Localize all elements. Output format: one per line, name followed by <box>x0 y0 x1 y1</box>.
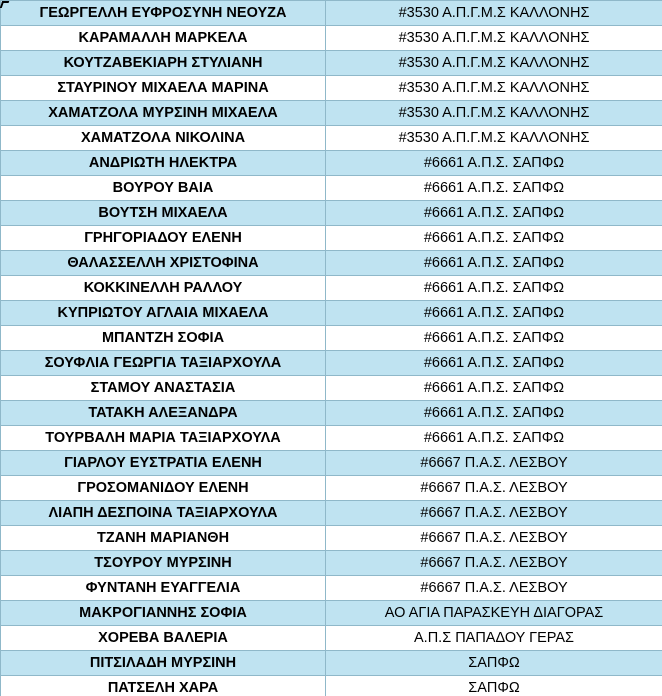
athlete-name-cell[interactable]: ΠΑΤΣΕΛΗ ΧΑΡΑ <box>1 676 326 696</box>
athlete-name-cell[interactable]: ΚΟΥΤΖΑΒΕΚΙΑΡΗ ΣΤΥΛΙΑΝΗ <box>1 51 326 76</box>
athlete-name-cell[interactable]: ΦΥΝΤΑΝΗ ΕΥΑΓΓΕΛΙΑ <box>1 576 326 601</box>
table-row <box>1 676 662 696</box>
table-row <box>1 51 662 76</box>
athlete-name-cell[interactable]: ΧΑΜΑΤΖΟΛΑ ΜΥΡΣΙΝΗ ΜΙΧΑΕΛΑ <box>1 101 326 126</box>
athlete-name-cell[interactable]: ΜΑΚΡΟΓΙΑΝΝΗΣ ΣΟΦΙΑ <box>1 601 326 626</box>
table-row <box>1 176 662 201</box>
club-cell[interactable]: #6667 Π.Α.Σ. ΛΕΣΒΟΥ <box>326 501 662 526</box>
table-row <box>1 201 662 226</box>
athlete-name-cell[interactable]: ΚΥΠΡΙΩΤΟΥ ΑΓΛΑΙΑ ΜΙΧΑΕΛΑ <box>1 301 326 326</box>
table-row <box>1 151 662 176</box>
club-cell[interactable]: #6661 Α.Π.Σ. ΣΑΠΦΩ <box>326 301 662 326</box>
table-row <box>1 301 662 326</box>
athlete-name-cell[interactable]: ΠΙΤΣΙΛΑΔΗ ΜΥΡΣΙΝΗ <box>1 651 326 676</box>
club-cell[interactable]: #3530 Α.Π.Γ.Μ.Σ ΚΑΛΛΟΝΗΣ <box>326 1 662 26</box>
club-cell[interactable]: #6661 Α.Π.Σ. ΣΑΠΦΩ <box>326 426 662 451</box>
table-row <box>1 376 662 401</box>
table-body <box>1 1 662 696</box>
athlete-name-cell[interactable]: ΒΟΥΤΣΗ ΜΙΧΑΕΛΑ <box>1 201 326 226</box>
athlete-name-cell[interactable]: ΓΡΟΣΟΜΑΝΙΔΟΥ ΕΛΕΝΗ <box>1 476 326 501</box>
table-row <box>1 426 662 451</box>
athlete-name-cell[interactable]: ΤΑΤΑΚΗ ΑΛΕΞΑΝΔΡΑ <box>1 401 326 426</box>
table-row <box>1 401 662 426</box>
table-row <box>1 1 662 26</box>
athlete-name-cell[interactable]: ΓΕΩΡΓΕΛΛΗ ΕΥΦΡΟΣΥΝΗ ΝΕΟΥΖΑ <box>1 1 326 26</box>
athlete-name-cell[interactable]: ΛΙΑΠΗ ΔΕΣΠΟΙΝΑ ΤΑΞΙΑΡΧΟΥΛΑ <box>1 501 326 526</box>
club-cell[interactable]: #6661 Α.Π.Σ. ΣΑΠΦΩ <box>326 401 662 426</box>
table-row <box>1 251 662 276</box>
club-cell[interactable]: #6661 Α.Π.Σ. ΣΑΠΦΩ <box>326 326 662 351</box>
club-cell[interactable]: #3530 Α.Π.Γ.Μ.Σ ΚΑΛΛΟΝΗΣ <box>326 101 662 126</box>
athlete-name-cell[interactable]: ΤΖΑΝΗ ΜΑΡΙΑΝΘΗ <box>1 526 326 551</box>
club-cell[interactable]: #6667 Π.Α.Σ. ΛΕΣΒΟΥ <box>326 451 662 476</box>
athlete-name-cell[interactable]: ΧΑΜΑΤΖΟΛΑ ΝΙΚΟΛΙΝΑ <box>1 126 326 151</box>
club-cell[interactable]: ΣΑΠΦΩ <box>326 651 662 676</box>
athlete-name-cell[interactable]: ΓΙΑΡΛΟΥ ΕΥΣΤΡΑΤΙΑ ΕΛΕΝΗ <box>1 451 326 476</box>
table-row <box>1 601 662 626</box>
club-cell[interactable]: #6667 Π.Α.Σ. ΛΕΣΒΟΥ <box>326 526 662 551</box>
athlete-name-cell[interactable]: ΜΠΑΝΤΖΗ ΣΟΦΙΑ <box>1 326 326 351</box>
table-row <box>1 551 662 576</box>
club-cell[interactable]: ΑΟ ΑΓΙΑ ΠΑΡΑΣΚΕΥΗ ΔΙΑΓΟΡΑΣ <box>326 601 662 626</box>
table-row <box>1 476 662 501</box>
table-row <box>1 226 662 251</box>
club-cell[interactable]: #6661 Α.Π.Σ. ΣΑΠΦΩ <box>326 376 662 401</box>
table-row <box>1 276 662 301</box>
club-cell[interactable]: #6661 Α.Π.Σ. ΣΑΠΦΩ <box>326 276 662 301</box>
club-cell[interactable]: ΣΑΠΦΩ <box>326 676 662 696</box>
club-cell[interactable]: #6667 Π.Α.Σ. ΛΕΣΒΟΥ <box>326 476 662 501</box>
athlete-name-cell[interactable]: ΚΟΚΚΙΝΕΛΛΗ ΡΑΛΛΟΥ <box>1 276 326 301</box>
table-row <box>1 26 662 51</box>
table-row <box>1 76 662 101</box>
club-cell[interactable]: Α.Π.Σ ΠΑΠΑΔΟΥ ΓΕΡΑΣ <box>326 626 662 651</box>
table-row <box>1 451 662 476</box>
club-cell[interactable]: #6661 Α.Π.Σ. ΣΑΠΦΩ <box>326 201 662 226</box>
table-row <box>1 326 662 351</box>
club-cell[interactable]: #6661 Α.Π.Σ. ΣΑΠΦΩ <box>326 226 662 251</box>
table-row <box>1 101 662 126</box>
club-cell[interactable]: #3530 Α.Π.Γ.Μ.Σ ΚΑΛΛΟΝΗΣ <box>326 26 662 51</box>
athlete-name-cell[interactable]: ΣΟΥΦΛΙΑ ΓΕΩΡΓΙΑ ΤΑΞΙΑΡΧΟΥΛΑ <box>1 351 326 376</box>
table-row <box>1 651 662 676</box>
athlete-name-cell[interactable]: ΤΟΥΡΒΑΛΗ ΜΑΡΙΑ ΤΑΞΙΑΡΧΟΥΛΑ <box>1 426 326 451</box>
club-cell[interactable]: #6661 Α.Π.Σ. ΣΑΠΦΩ <box>326 251 662 276</box>
club-cell[interactable]: #6667 Π.Α.Σ. ΛΕΣΒΟΥ <box>326 551 662 576</box>
athlete-name-cell[interactable]: ΧΟΡΕΒΑ ΒΑΛΕΡΙΑ <box>1 626 326 651</box>
table-row <box>1 501 662 526</box>
athlete-name-cell[interactable]: ΘΑΛΑΣΣΕΛΛΗ ΧΡΙΣΤΟΦΙΝΑ <box>1 251 326 276</box>
table-row <box>1 626 662 651</box>
athlete-name-cell[interactable]: ΣΤΑΥΡΙΝΟΥ ΜΙΧΑΕΛΑ ΜΑΡΙΝΑ <box>1 76 326 101</box>
table-row <box>1 126 662 151</box>
club-cell[interactable]: #3530 Α.Π.Γ.Μ.Σ ΚΑΛΛΟΝΗΣ <box>326 51 662 76</box>
table-row <box>1 351 662 376</box>
athlete-name-cell[interactable]: ΒΟΥΡΟΥ ΒΑΙΑ <box>1 176 326 201</box>
club-cell[interactable]: #6661 Α.Π.Σ. ΣΑΠΦΩ <box>326 151 662 176</box>
table-row <box>1 576 662 601</box>
club-cell[interactable]: #6661 Α.Π.Σ. ΣΑΠΦΩ <box>326 176 662 201</box>
table-row <box>1 526 662 551</box>
club-cell[interactable]: #6661 Α.Π.Σ. ΣΑΠΦΩ <box>326 351 662 376</box>
club-cell[interactable]: #3530 Α.Π.Γ.Μ.Σ ΚΑΛΛΟΝΗΣ <box>326 76 662 101</box>
athlete-name-cell[interactable]: ΤΣΟΥΡΟΥ ΜΥΡΣΙΝΗ <box>1 551 326 576</box>
athlete-name-cell[interactable]: ΓΡΗΓΟΡΙΑΔΟΥ ΕΛΕΝΗ <box>1 226 326 251</box>
athlete-name-cell[interactable]: ΚΑΡΑΜΑΛΛΗ ΜΑΡΚΕΛΑ <box>1 26 326 51</box>
club-cell[interactable]: #3530 Α.Π.Γ.Μ.Σ ΚΑΛΛΟΝΗΣ <box>326 126 662 151</box>
club-cell[interactable]: #6667 Π.Α.Σ. ΛΕΣΒΟΥ <box>326 576 662 601</box>
athlete-name-cell[interactable]: ΣΤΑΜΟΥ ΑΝΑΣΤΑΣΙΑ <box>1 376 326 401</box>
athlete-name-cell[interactable]: ΑΝΔΡΙΩΤΗ ΗΛΕΚΤΡΑ <box>1 151 326 176</box>
